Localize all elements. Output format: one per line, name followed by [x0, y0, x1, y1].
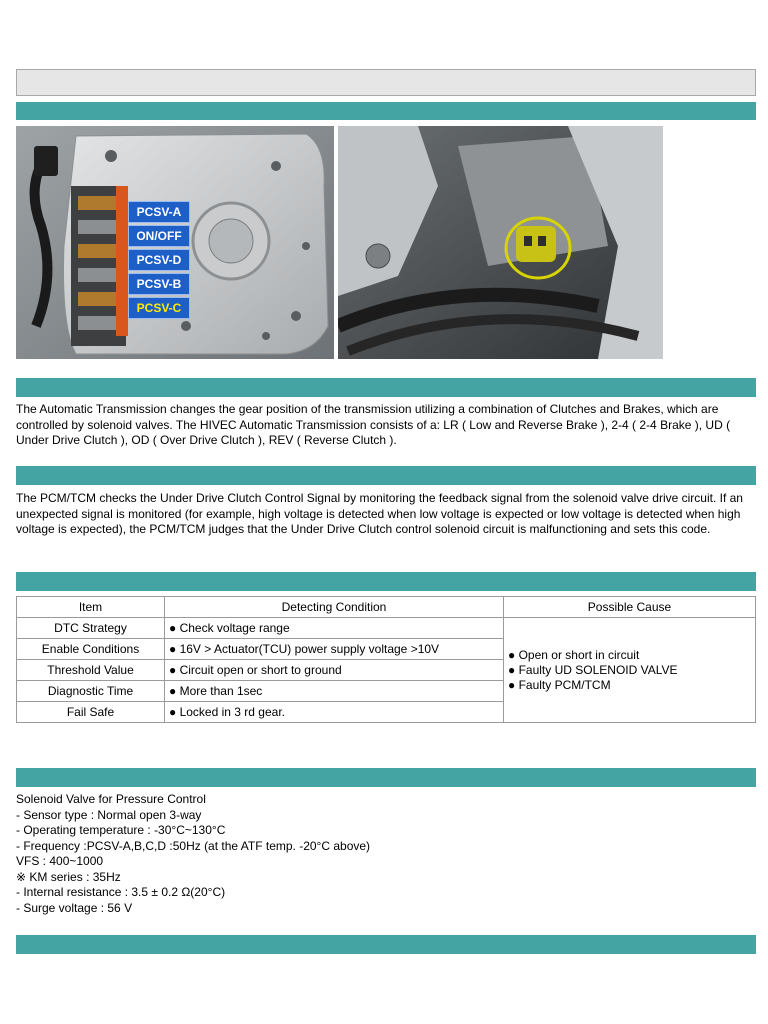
- header-possible-cause: Possible Cause: [504, 597, 756, 618]
- dtc-table: [16, 596, 756, 723]
- label-pcsv-a: PCSV-A: [128, 201, 190, 223]
- section-bar-location: [16, 102, 756, 120]
- cause-item: ● Faulty UD SOLENOID VALVE: [508, 662, 678, 677]
- row-condition: ● Locked in 3 rd gear.: [165, 702, 504, 723]
- connector-location-photo: [338, 126, 663, 359]
- cause-item: ● Faulty PCM/TCM: [508, 677, 611, 692]
- header-item: Item: [17, 597, 165, 618]
- row-item: DTC Strategy: [17, 618, 165, 639]
- row-item: Diagnostic Time: [17, 681, 165, 702]
- row-item: Threshold Value: [17, 660, 165, 681]
- spec-line: - Operating temperature : -30°C~130°C: [16, 823, 226, 837]
- section-bar-dtc-description: [16, 466, 756, 485]
- section-bar-next: [16, 935, 756, 954]
- page-header-bar: [16, 69, 756, 96]
- spec-line: - Sensor type : Normal open 3-way: [16, 807, 202, 822]
- spec-line: - Internal resistance : 3.5 ± 0.2 Ω(20°C): [16, 885, 226, 899]
- specification-block: [16, 792, 756, 916]
- cause-item: ● Open or short in circuit: [508, 647, 640, 662]
- row-item: Fail Safe: [17, 702, 165, 723]
- row-condition: ● Check voltage range: [165, 618, 504, 639]
- possible-cause-cell: [504, 618, 756, 723]
- header-detecting-condition: Detecting Condition: [165, 597, 504, 618]
- section-bar-description: [16, 378, 756, 397]
- spec-line: Solenoid Valve for Pressure Control: [16, 792, 206, 806]
- description-paragraph: The Automatic Transmission changes the gear position of the transmission utilizing a combination of Clutches and Brakes, which are controlled by solenoid valves. The HIVEC Automatic Transmission consists of a: LR ( Low and Reverse Brake ), 2-4 ( 2-4 Brake ), UD ( Under Drive Clutch ), OD ( Over Drive Clutch ), REV ( Reverse Clutch ).: [16, 402, 731, 447]
- section-bar-specification: [16, 768, 756, 787]
- row-condition: ● 16V > Actuator(TCU) power supply voltage >10V: [165, 639, 504, 660]
- valve-body-photo: [16, 126, 334, 359]
- label-pcsv-c: PCSV-C: [128, 297, 190, 319]
- row-condition: ● More than 1sec: [165, 681, 504, 702]
- table-row: [17, 618, 756, 639]
- spec-line: VFS : 400~1000: [16, 854, 104, 868]
- label-pcsv-d: PCSV-D: [128, 249, 190, 271]
- row-item: Enable Conditions: [17, 639, 165, 660]
- section-bar-detecting-condition: [16, 572, 756, 591]
- spec-line: - Surge voltage : 56 V: [16, 900, 133, 915]
- spec-line: - Frequency :PCSV-A,B,C,D :50Hz (at the ATF temp. -20°C above): [16, 838, 371, 853]
- label-pcsv-b: PCSV-B: [128, 273, 190, 295]
- table-header-row: [17, 597, 756, 618]
- row-condition: ● Circuit open or short to ground: [165, 660, 504, 681]
- spec-line: ※ KM series : 35Hz: [16, 869, 121, 884]
- label-on-off: ON/OFF: [128, 225, 190, 247]
- dtc-description-paragraph: The PCM/TCM checks the Under Drive Clutch Control Signal by monitoring the feedback signal from the solenoid valve drive circuit. If an unexpected signal is monitored (for example, high voltage is detected when low voltage is expected or low voltage is detected when high voltage is expected), the PCM/TCM judges that the Under Drive Clutch control solenoid circuit is malfunctioning and sets this code.: [16, 491, 743, 536]
